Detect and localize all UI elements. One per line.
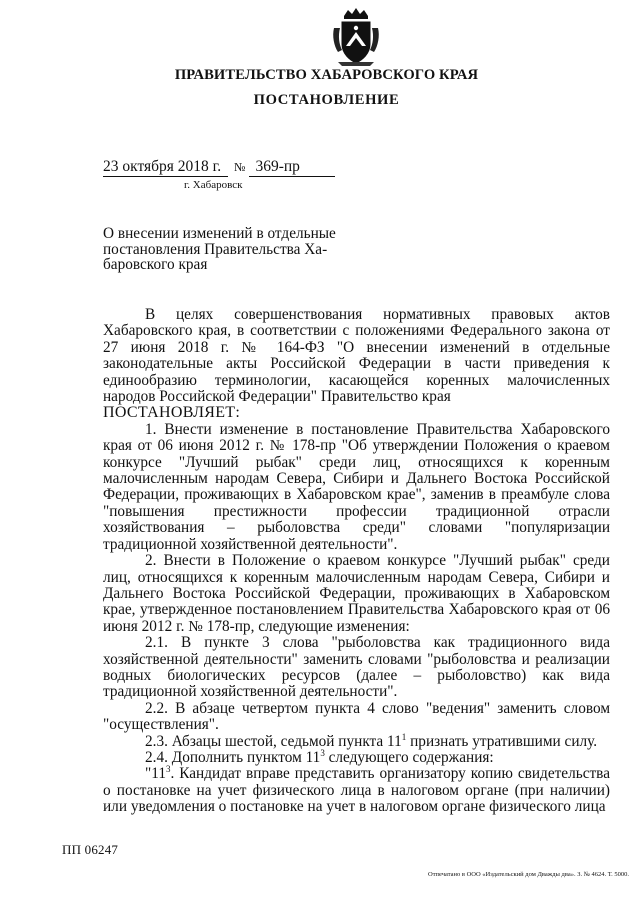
subject-block xyxy=(103,225,336,274)
paragraph-2-4-text-end: следующего содержания: xyxy=(324,748,494,766)
subject-line: баровского края xyxy=(103,256,208,274)
preamble-paragraph: В целях совершенствования нормативных правовых актов Хабаровского края, в соответствии с положениями Федерального закона от 27 июня 2018 г. № 164-ФЗ "О внесении изменений в отдельные законодательные акты Российской Федерации в части приведения к единообразию терминологии, касающейся коренных малочисленных народов Российской Федерации" Правительство края xyxy=(103,306,610,406)
document-body xyxy=(103,307,610,816)
paragraph-2-4 xyxy=(103,747,610,766)
printer-imprint: Отпечатано в ООО «Издательский дом Дважды два». З. № 4624. Т. 5000. xyxy=(428,871,629,878)
paragraph-2-2: 2.2. В абзаце четвертом пункта 4 слово "ведения" заменить словом "осуществления". xyxy=(103,699,610,734)
document-type-title: ПОСТАНОВЛЕНИЕ xyxy=(253,92,400,108)
paragraph-11-3 xyxy=(103,766,610,815)
superscript: 3 xyxy=(320,747,325,758)
paragraph-2-3 xyxy=(103,731,610,750)
subject-line: О внесении изменений в отдельные xyxy=(103,225,336,242)
superscript: 3 xyxy=(165,764,171,775)
document-number: 369-пр xyxy=(249,158,335,177)
paragraph-2: 2. Внести в Положение о краевом конкурсе "Лучший рыбак" среди лиц, относящихся к коренным малочисленным народам Севера, Сибири и Дальнего Востока Российской Федерации, проживающих в Хабаровском крае, утвержденное постановлением Правительства Хабаровского края от 06 июня 2012 г. № 178-пр, следующие изменения: xyxy=(103,552,610,635)
number-label: № xyxy=(234,160,246,174)
document-code: ПП 06247 xyxy=(62,842,119,857)
paragraph-1: 1. Внести изменение в постановление Правительства Хабаровского края от 06 июня 2012 г. № 178-пр "Об утверждении Положения о краевом конкурсе "Лучший рыбак" среди лиц, относящихся к коренным малочисленным народам Севера, Сибири и Дальнего Востока Российской Федерации, проживающих в Хабаровском крае", заменив в преамбуле слова "повышения престижности профессии традиционной отрасли хозяйствования – рыболовства среди" словами "популяризации традиционной хозяйственной деятельности". xyxy=(103,420,610,553)
paragraph-2-3-text: 2.3. Абзацы шестой, седьмой пункта 11 xyxy=(145,732,402,750)
organization-title: ПРАВИТЕЛЬСТВО ХАБАРОВСКОГО КРАЯ xyxy=(174,67,479,83)
superscript: 1 xyxy=(401,731,407,742)
paragraph-2-1: 2.1. В пункте 3 слова "рыболовства как традиционного вида хозяйственной деятельности" заменить словами "рыболовства и реализации водных биологических ресурсов (далее – рыболовство) как вида традиционной хозяйственной деятельности". xyxy=(103,634,610,701)
paragraph-11-3-text-end: . Кандидат вправе представить организатору копию свидетельства о постановке на учет физического лица в налоговом органе (при наличии) или уведомления о постановке на учет в налоговом органе физического лица xyxy=(103,765,610,816)
paragraph-2-3-text-end: признать утратившими силу. xyxy=(406,732,598,750)
resolves-heading: ПОСТАНОВЛЯЕТ: xyxy=(103,404,241,422)
coat-of-arms-icon xyxy=(330,6,382,68)
date-number-line xyxy=(103,158,335,177)
paragraph-11-3-text: "11 xyxy=(145,765,166,783)
subject-line: постановления Правительства Ха- xyxy=(103,240,328,258)
city: г. Хабаровск xyxy=(184,179,243,191)
document-date: 23 октября 2018 г. xyxy=(103,158,228,177)
paragraph-2-4-text: 2.4. Дополнить пунктом 11 xyxy=(145,748,321,766)
